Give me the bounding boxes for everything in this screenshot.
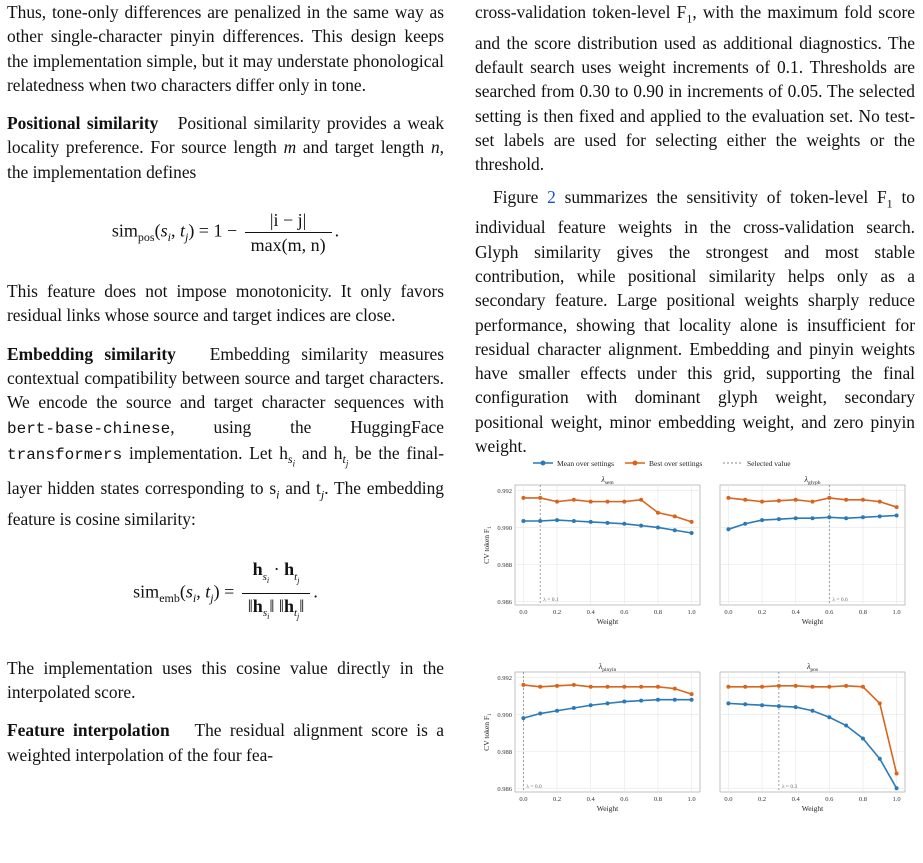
point-best <box>555 500 559 504</box>
x-tick-label: 0.2 <box>552 609 562 616</box>
text: cross-validation token-level F <box>475 2 687 22</box>
point-mean <box>895 786 899 790</box>
legend-label: Best over settings <box>649 459 703 468</box>
point-best <box>794 498 798 502</box>
point-mean <box>555 518 559 522</box>
point-best <box>589 500 593 504</box>
panel-title: $\lambda_{glyph}$ <box>804 475 821 486</box>
paragraph-embedding: Embedding similarity Embedding similarity measures contextual compatibility between source and target characters. We encode the source and target character sequences with bert-base-chinese, using the HuggingFace transformers implementation. Let $h_{s_i}$ and $h_{t_j}$ be the final-layer hidden states corresponding to $s_i$ and $t_j$. The embedding feature is cosine similarity: <box>7 343 445 529</box>
panel-title-sub: sem <box>604 480 614 486</box>
point-mean <box>844 724 848 728</box>
text: and h <box>301 442 343 463</box>
x-tick-label: 0.0 <box>519 609 528 616</box>
point-mean <box>521 519 525 523</box>
point-best <box>589 685 593 689</box>
text: and target length <box>302 137 425 158</box>
point-mean <box>895 513 899 517</box>
paragraph-cosine: The implementation uses this cosine value directly in the interpolated score. <box>7 657 444 702</box>
point-best <box>726 496 730 500</box>
y-tick-label: 0.988 <box>497 561 512 569</box>
point-mean <box>777 704 781 708</box>
selected-value-label: λ = 0.6 <box>832 597 848 603</box>
point-mean <box>589 520 593 524</box>
x-axis-label: Weight <box>801 804 824 813</box>
point-best <box>827 496 831 500</box>
x-tick-label: 1.0 <box>892 609 901 616</box>
point-best <box>861 685 865 689</box>
legend-label: Mean over settings <box>557 459 615 468</box>
point-mean <box>690 698 694 702</box>
y-tick-label: 0.992 <box>497 488 512 496</box>
point-best <box>743 498 747 502</box>
var-m: m <box>283 137 297 158</box>
point-mean <box>622 522 626 526</box>
point-mean <box>827 715 831 719</box>
point-mean <box>538 712 542 716</box>
point-mean <box>743 702 747 706</box>
point-mean <box>572 706 576 710</box>
point-best <box>572 498 576 502</box>
text: be the final-layer hidden states corresponding to s <box>7 442 444 499</box>
point-best <box>572 683 576 687</box>
point-mean <box>760 518 764 522</box>
x-tick-label: 0.6 <box>825 609 834 616</box>
point-best <box>760 685 764 689</box>
point-best <box>895 772 899 776</box>
x-tick-label: 0.0 <box>724 609 733 616</box>
selected-value-label: λ = 0.0 <box>526 784 542 790</box>
figure-sensitivity <box>475 455 915 860</box>
text: . The embedding feature is cosine similarity: <box>7 478 445 529</box>
point-mean <box>811 516 815 520</box>
x-tick-label: 0.0 <box>519 796 528 803</box>
x-tick-label: 0.0 <box>724 796 733 803</box>
point-best <box>811 500 815 504</box>
x-axis-label: Weight <box>596 804 619 813</box>
panel-title-sub: pinyin <box>602 667 617 673</box>
point-best <box>878 701 882 705</box>
point-best <box>690 520 694 524</box>
x-tick-label: 0.4 <box>586 796 595 803</box>
text: The residual alignment score is a weighted interpolation of the four fea- <box>7 720 444 765</box>
paragraph-cv: cross-validation token-level $F_1$, with the maximum fold score and the score distribution used as additional diagnostics. The default search uses weight increments of 0.1. Thresholds are searched from 0.30 to 0.90 in increments of 0.05. The selected setting is then fixed and applied to the evaluation set. No test-set labels are used for selecting either the weights or the threshold. <box>475 2 915 175</box>
equation-pos: $sim_{pos}(s_i$, $t_j) = 1$ − $\frac{|i - j|}{\max(m, n)}$ . <box>111 210 340 256</box>
x-tick-label: 0.2 <box>757 796 767 803</box>
point-mean <box>690 531 694 535</box>
y-axis-label: CV token $F_1$ <box>482 713 493 751</box>
panel-title: $\lambda_{sem}$ <box>601 475 614 486</box>
x-tick-label: 0.4 <box>791 609 800 616</box>
panel-title-sub: pos <box>810 667 819 673</box>
y-tick-label: 0.990 <box>497 524 512 532</box>
point-mean <box>656 525 660 529</box>
point-mean <box>538 519 542 523</box>
point-mean <box>656 698 660 702</box>
point-mean <box>606 521 610 525</box>
point-best <box>656 511 660 515</box>
point-mean <box>673 698 677 702</box>
sensitivity-chart <box>475 455 915 860</box>
x-tick-label: 0.8 <box>653 609 663 616</box>
legend-swatch-marker <box>633 461 638 466</box>
text: Embedding similarity measures contextual compatibility between source and target characters. We encode the source and target character sequences with <box>7 343 444 413</box>
point-best <box>878 500 882 504</box>
point-mean <box>878 514 882 518</box>
point-mean <box>555 709 559 713</box>
text: , with the maximum fold score and the score distribution used as additional diagnostics. The default search uses weight increments of 0.1. Thresholds are searched from 0.30 to 0.90 in increments of 0.05. The selected setting is then fixed and applied to the evaluation set. No test-set labels are used for selecting either the weights or the threshold. <box>475 2 915 175</box>
point-best <box>760 500 764 504</box>
eq-sub: emb <box>159 591 180 606</box>
point-mean <box>844 516 848 520</box>
point-best <box>622 500 626 504</box>
point-mean <box>811 709 815 713</box>
point-best <box>673 687 677 691</box>
selected-value-label: λ = 0.3 <box>781 784 798 790</box>
eq-sub: pos <box>137 230 155 245</box>
point-mean <box>589 703 593 707</box>
point-mean <box>760 703 764 707</box>
x-tick-label: 0.4 <box>791 796 800 803</box>
equation-emb: $sim_{emb}(s_i$, $t_j$) = $\frac{h_{s_i} \cdot h_{t_j}}{‖h_{s_i}‖ ‖h_{t_j}‖}$ . <box>133 559 318 622</box>
x-axis-label: Weight <box>801 617 824 626</box>
paragraph-monotonicity: This feature does not impose monotonicity. It only favors residual links whose source and target indices are close. <box>7 281 444 326</box>
x-tick-label: 0.6 <box>825 796 834 803</box>
point-best <box>690 692 694 696</box>
y-tick-label: 0.988 <box>497 748 512 756</box>
point-best <box>827 685 831 689</box>
text: implementation. Let h <box>129 442 288 463</box>
y-tick-label: 0.990 <box>497 711 512 719</box>
var-n: n <box>430 137 440 158</box>
point-best <box>844 498 848 502</box>
x-tick-label: 0.2 <box>552 796 562 803</box>
point-best <box>811 685 815 689</box>
paragraph-interpolation <box>7 718 444 767</box>
point-mean <box>726 527 730 531</box>
x-tick-label: 0.8 <box>653 796 663 803</box>
point-best <box>861 498 865 502</box>
point-best <box>606 685 610 689</box>
eq-sim: sim <box>133 581 160 602</box>
point-mean <box>726 701 730 705</box>
paragraph-tone: Thus, tone-only differences are penalized in the same way as other single-character pinyin differences. This design keeps the implementation simple, but it may understate phonological relatedness when two characters differ only in tone. <box>7 2 444 95</box>
legend-label: Selected value <box>747 459 791 468</box>
x-tick-label: 1.0 <box>687 796 696 803</box>
point-best <box>794 684 798 688</box>
point-mean <box>777 517 781 521</box>
y-axis-label-sub: 1 <box>487 713 493 716</box>
x-tick-label: 0.2 <box>757 609 767 616</box>
model-name: bert-base-chinese <box>7 419 171 438</box>
text: to individual feature weights in the cross-validation search. Glyph similarity gives the strongest and most stable contribution, while positional similarity helps only as a secondary feature. Large positional weights sharply reduce performance, showing that locality alone is insufficient for residual character alignment. Embedding and pinyin weights have smaller effects under this grid, supporting the final configuration with dominant glyph weight, secondary positional weight, minor embedding weight, and zero pinyin weight. <box>475 186 915 456</box>
point-mean <box>827 515 831 519</box>
point-mean <box>521 716 525 720</box>
x-tick-label: 0.8 <box>858 796 868 803</box>
eq-den: max(m, n) <box>250 235 326 256</box>
x-tick-label: 0.6 <box>620 609 629 616</box>
x-tick-label: 0.6 <box>620 796 629 803</box>
x-axis-label: Weight <box>596 617 619 626</box>
y-axis-label: CV token $F_1$ <box>482 526 493 564</box>
point-best <box>622 685 626 689</box>
right-column <box>475 0 915 458</box>
y-axis-label-sub: 1 <box>487 526 493 529</box>
panel-title-sub: glyph <box>807 480 821 486</box>
point-mean <box>794 516 798 520</box>
point-mean <box>861 515 865 519</box>
panel-title: $\lambda_{pinyin}$ <box>598 662 617 673</box>
point-mean <box>673 528 677 532</box>
point-best <box>521 496 525 500</box>
paragraph-figure-summary: Figure 2 summarizes the sensitivity of token-level $F_1$ to individual feature weights in the cross-validation search. Glyph similarity gives the strongest and most stable contribution, while positional similarity helps only as a secondary feature. Large positional weights sharply reduce performance, showing that locality alone is insufficient for residual character alignment. Embedding and pinyin weights have smaller effects under this grid, supporting the final configuration with dominant glyph weight, secondary positional weight, minor embedding weight, and zero pinyin weight. <box>475 186 915 456</box>
point-best <box>639 498 643 502</box>
x-tick-label: 0.8 <box>858 609 868 616</box>
paragraph-positional <box>7 111 444 184</box>
x-tick-label: 0.4 <box>586 609 595 616</box>
point-mean <box>794 705 798 709</box>
text: , using the HuggingFace <box>170 416 444 437</box>
point-mean <box>622 700 626 704</box>
text: summarizes the sensitivity of token-level F <box>564 186 887 207</box>
eq-sim: sim <box>111 220 138 241</box>
text: and t <box>285 478 321 499</box>
point-mean <box>639 699 643 703</box>
point-best <box>656 685 660 689</box>
point-best <box>673 514 677 518</box>
point-best <box>538 496 542 500</box>
point-best <box>777 499 781 503</box>
point-best <box>743 685 747 689</box>
point-best <box>777 684 781 688</box>
heading-embedding: Embedding similarity <box>7 343 176 364</box>
text: , the implementation defines <box>7 137 445 182</box>
point-best <box>606 500 610 504</box>
selected-value-label: λ = 0.1 <box>543 597 559 603</box>
point-best <box>555 684 559 688</box>
point-mean <box>639 524 643 528</box>
point-best <box>726 685 730 689</box>
legend-swatch-marker <box>541 461 546 466</box>
point-mean <box>878 757 882 761</box>
point-best <box>521 683 525 687</box>
x-tick-label: 1.0 <box>892 796 901 803</box>
point-mean <box>861 736 865 740</box>
x-tick-label: 1.0 <box>687 609 696 616</box>
point-mean <box>572 519 576 523</box>
library-name: transformers <box>7 445 123 464</box>
panel-frame <box>515 672 700 792</box>
y-tick-label: 0.986 <box>497 785 512 793</box>
y-tick-label: 0.992 <box>497 675 512 683</box>
point-mean <box>743 522 747 526</box>
eq-num: |i − j| <box>245 208 332 233</box>
heading-interpolation: Feature interpolation <box>7 720 170 741</box>
y-tick-label: 0.986 <box>497 598 512 606</box>
panel-frame <box>720 672 905 792</box>
point-best <box>538 685 542 689</box>
point-mean <box>606 701 610 705</box>
point-best <box>844 684 848 688</box>
text: Figure <box>493 186 539 207</box>
text: Positional similarity provides a weak locality preference. For source length <box>7 113 445 158</box>
left-column <box>7 0 444 767</box>
figure-ref-link[interactable]: 2 <box>547 186 556 207</box>
panel-title: $\lambda_{pos}$ <box>806 662 819 673</box>
point-best <box>895 505 899 509</box>
point-best <box>639 685 643 689</box>
heading-positional: Positional similarity <box>7 113 159 134</box>
